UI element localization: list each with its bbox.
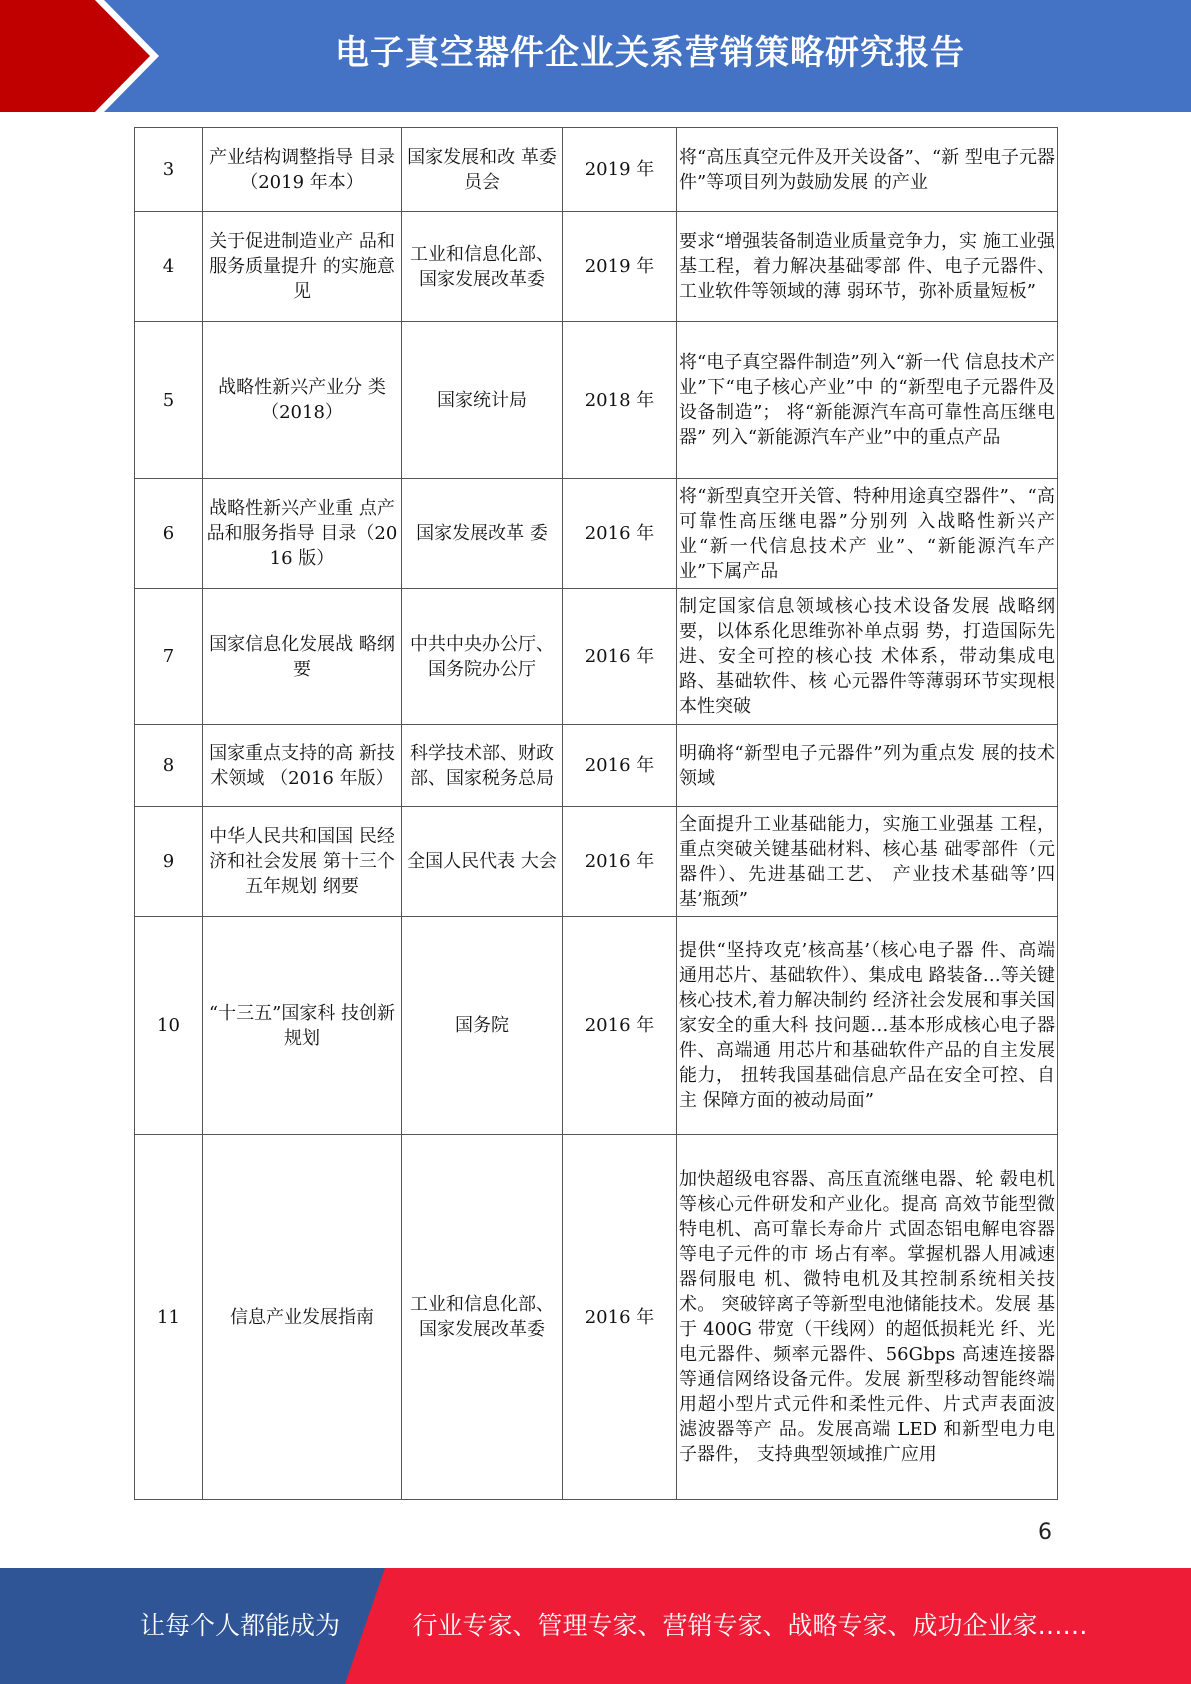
footer-slogan-right: 行业专家、管理专家、营销专家、战略专家、成功企业家…… [412,1611,1088,1640]
table-row [135,128,1058,212]
issuing-org: 科学技术部、财政部、国家税务总局 [402,725,563,807]
policy-name: “十三五”国家科 技创新规划 [203,917,402,1135]
policy-name: 产业结构调整指导 目录 （2019 年本） [203,128,402,212]
page-footer [0,1568,1191,1684]
issue-year: 2016 年 [563,917,677,1135]
row-number: 5 [135,322,203,479]
issuing-org: 工业和信息化部、国家发展改革委 [402,212,563,322]
row-number: 10 [135,917,203,1135]
table-row [135,917,1058,1135]
issue-year: 2016 年 [563,807,677,917]
row-number: 3 [135,128,203,212]
issuing-org: 国务院 [402,917,563,1135]
issue-year: 2016 年 [563,1135,677,1500]
policy-name: 国家重点支持的高 新技术领域 （2016 年版） [203,725,402,807]
table-row [135,322,1058,479]
policy-name: 战略性新兴产业重 点产品和服务指导 目录（2016 版） [203,479,402,589]
issue-year: 2016 年 [563,479,677,589]
row-number: 4 [135,212,203,322]
issuing-org: 国家统计局 [402,322,563,479]
row-number: 7 [135,589,203,725]
policy-name: 中华人民共和国国 民经济和社会发展 第十三个五年规划 纲要 [203,807,402,917]
table-row [135,725,1058,807]
issuing-org: 国家发展改革 委 [402,479,563,589]
row-number: 6 [135,479,203,589]
table-row [135,1135,1058,1500]
policy-name: 战略性新兴产业分 类（2018） [203,322,402,479]
table-row [135,479,1058,589]
table-row [135,589,1058,725]
issuing-org: 国家发展和改 革委员会 [402,128,563,212]
policy-content: 全面提升工业基础能力，实施工业强基 工程，重点突破关键基础材料、核心基 础零部件（元器件）、先进基础工艺、 产业技术基础等’四基’瓶颈” [677,807,1058,917]
policy-content: 将“新型真空开关管、特种用途真空器件”、“高可靠性高压继电器”分别列 入战略性新兴产业“新一代信息技术产 业”、“新能源汽车产业”下属产品 [677,479,1058,589]
row-number: 9 [135,807,203,917]
page-number: 6 [1038,1520,1052,1545]
policy-name: 关于促进制造业产 品和服务质量提升 的实施意见 [203,212,402,322]
policy-content: 将“电子真空器件制造”列入“新一代 信息技术产业”下“电子核心产业”中 的“新型电子元器件及设备制造”； 将“新能源汽车高可靠性高压继电器” 列入“新能源汽车产业”中的重点产品 [677,322,1058,479]
policy-table [134,127,1058,1500]
issue-year: 2016 年 [563,725,677,807]
policy-content: 制定国家信息领域核心技术设备发展 战略纲要，以体系化思维弥补单点弱 势，打造国际先进、安全可控的核心技 术体系，带动集成电路、基础软件、核 心元器件等薄弱环节实现根本性突破 [677,589,1058,725]
table-row [135,807,1058,917]
header-title: 电子真空器件企业关系营销策略研究报告 [335,33,965,73]
page-header [0,0,1191,112]
policy-name: 信息产业发展指南 [203,1135,402,1500]
policy-content: 明确将“新型电子元器件”列为重点发 展的技术领域 [677,725,1058,807]
issue-year: 2016 年 [563,589,677,725]
table-row [135,212,1058,322]
policy-content: 要求“增强装备制造业质量竞争力，实 施工业强基工程，着力解决基础零部 件、电子元器件、工业软件等领域的薄 弱环节，弥补质量短板” [677,212,1058,322]
policy-content: 提供“坚持攻克’核高基’（核心电子器 件、高端通用芯片、基础软件）、集成电 路装备…等关键核心技术,着力解决制约 经济社会发展和事关国家安全的重大科 技问题…基本形成核心电子器件、高端通 用芯片和基础软件产品的自主发展能力， 扭转我国基础信息产品在安全可控、自主 保障方面的被动局面” [677,917,1058,1135]
policy-name: 国家信息化发展战 略纲要 [203,589,402,725]
issuing-org: 中共中央办公厅、国务院办公厅 [402,589,563,725]
policy-content: 加快超级电容器、高压直流继电器、轮 毂电机等核心元件研发和产业化。提高 高效节能型微特电机、高可靠长寿命片 式固态铝电解电容器等电子元件的市 场占有率。掌握机器人用减速器伺服电 机、微特电机及其控制系统相关技术。 突破锌离子等新型电池储能技术。发展 基于 400G 带宽（干线网）的超低损耗光 纤、光电元器件、频率元器件、56Gbps 高速连接器等通信网络设备元件。发展 新型移动智能终端用超小型片式元件和柔性元件、片式声表面波滤波器等产 品。发展高端 LED 和新型电力电子器件， 支持典型领域推广应用 [677,1135,1058,1500]
row-number: 8 [135,725,203,807]
issuing-org: 全国人民代表 大会 [402,807,563,917]
policy-content: 将“高压真空元件及开关设备”、“新 型电子元器件”等项目列为鼓励发展 的产业 [677,128,1058,212]
issuing-org: 工业和信息化部、国家发展改革委 [402,1135,563,1500]
row-number: 11 [135,1135,203,1500]
issue-year: 2019 年 [563,128,677,212]
issue-year: 2019 年 [563,212,677,322]
issue-year: 2018 年 [563,322,677,479]
footer-slogan-left: 让每个人都能成为 [139,1611,340,1640]
